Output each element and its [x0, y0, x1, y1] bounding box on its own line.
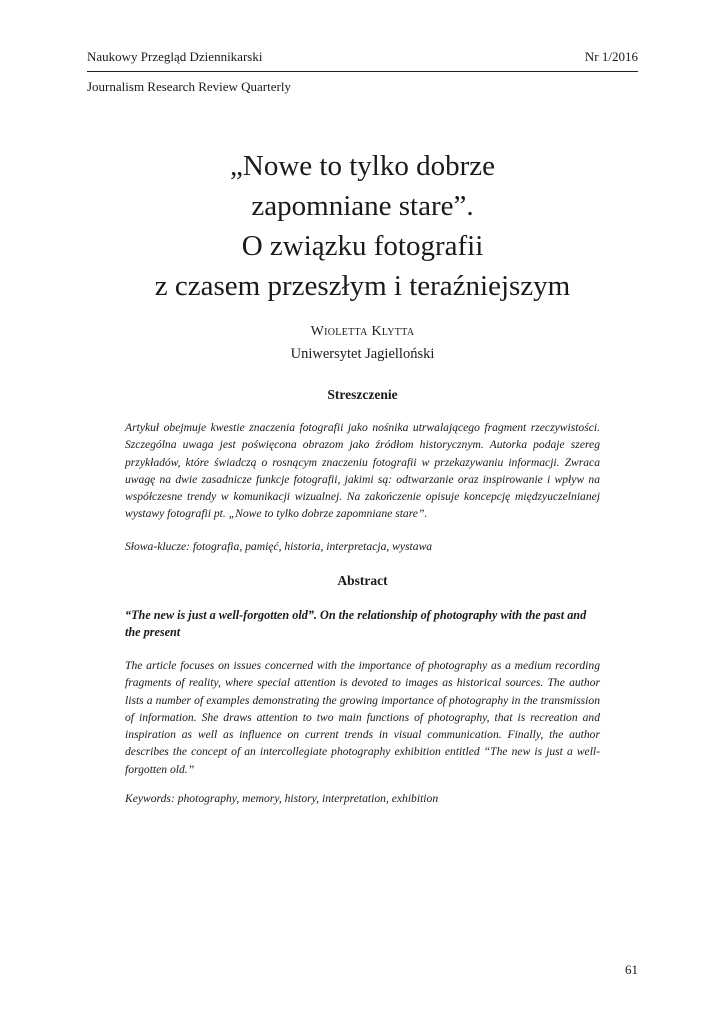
title-line: z czasem przeszłym i teraźniejszym	[154, 270, 571, 302]
journal-name-polish: Naukowy Przegląd Dziennikarski	[87, 49, 263, 64]
title-line: „Nowe to tylko dobrze	[230, 150, 495, 182]
page-number: 61	[625, 962, 638, 977]
author-affiliation: Uniwersytet Jagielloński	[290, 346, 435, 362]
streszczenie-text: Artykuł obejmuje kwestie znaczenia fotografii jako nośnika utrwalającego fragment rzeczywistości. Szczególna uwaga jest poświęcona obrazom jako źródłom historycznym. Autorka podaje szereg przykładów, które świadczą o rosnącym znaczeniu fotografii w przekazywaniu informacji. Zwraca uwagę na dwie zasadnicze funkcje fotografii, jakimi są: odtwarzanie oraz inspirowanie i wpływ na współczesne trendy w komunikacji wizualnej. Na zakończenie opisuje koncepcję międzyuczelnianej wystawy fotografii pt. „Nowe to tylko dobrze zapomniane stare”.	[125, 421, 600, 521]
journal-name-english: Journalism Research Review Quarterly	[87, 79, 291, 94]
article-title	[87, 146, 638, 306]
issue-number: Nr 1/2016	[584, 49, 638, 64]
author-name: Wioletta Klytta	[310, 324, 415, 339]
title-line: O związku fotografii	[241, 230, 484, 262]
abstract-text: The article focuses on issues concerned with the importance of photography as a medium recording fragments of reality, where special attention is devoted to images as historical sources. The author lists a number of examples demonstrating the growing importance of photography in the transmission of information. She draws attention to two main functions of photography, that is recreation and inspiration as well as influence on current trends in visual communication. Finally, the author describes the concept of an intercollegiate photography exhibition entitled “The new is just a well-forgotten old.”	[125, 659, 600, 776]
header-divider	[87, 71, 638, 72]
abstract-title: “The new is just a well-forgotten old”. On the relationship of photography with the past and the present	[125, 608, 587, 640]
streszczenie-keywords: Słowa-klucze: fotografia, pamięć, historia, interpretacja, wystawa	[125, 540, 433, 553]
running-header	[87, 49, 638, 65]
streszczenie-heading: Streszczenie	[327, 387, 398, 402]
abstract-heading: Abstract	[337, 573, 388, 588]
abstract-keywords: Keywords: photography, memory, history, interpretation, exhibition	[125, 792, 439, 805]
title-line: zapomniane stare”.	[251, 190, 474, 222]
